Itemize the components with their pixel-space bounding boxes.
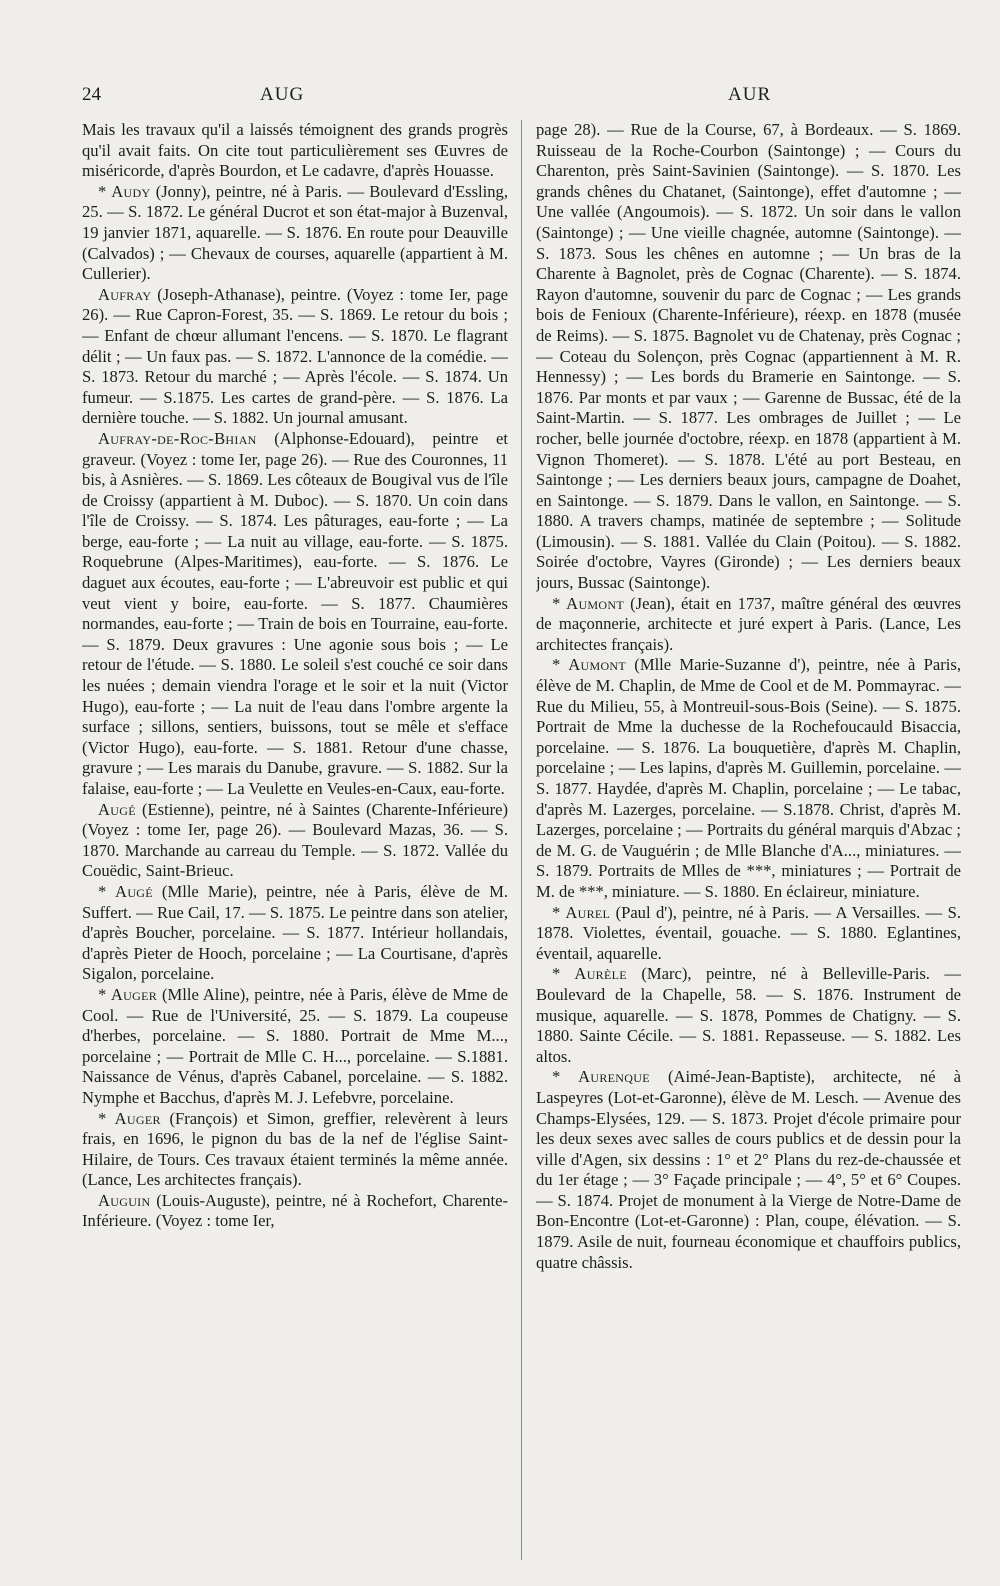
page-number: 24 [82,84,101,105]
dictionary-entry [82,985,508,1109]
running-head-left: AUG [260,84,305,105]
entry-name: * Auger [98,984,158,1004]
entry-name: Aufray [98,284,152,304]
entry-text: (Paul d'), peintre, né à Paris. — A Versailles. — S. 1878. Violettes, éventail, gouache. — S. 1880. Eglantines, éventail, aquarelle. [536,902,961,963]
entry-name: * Aumont [552,593,624,613]
dictionary-entry [82,285,508,429]
entry-name: * Auger [98,1108,161,1128]
dictionary-entry [82,182,508,285]
entry-name: * Augé [98,881,153,901]
dictionary-entry [536,903,961,965]
right-column [536,120,961,1560]
column-divider [521,120,522,1560]
entry-text: (Mlle Aline), peintre, née à Paris, élève de Mme de Cool. — Rue de l'Université, 25. — S. 1879. La coupeuse d'herbes, porcelaine. — S. 1880. Portrait de Mme M..., porcelaine ; — Portrait de Mlle C. H..., porcelaine. — S.1881. Naissance de Vénus, d'après Cabanel, porcelaine. — S. 1882. Nymphe et Bacchus, d'après M. J. Lefebvre, porcelaine. [82,984,508,1107]
entry-text: (Jonny), peintre, né à Paris. — Boulevard d'Essling, 25. — S. 1872. Le général Ducrot et son état-major à Buzenval, 19 janvier 1871, aquarelle. — S. 1876. En route pour Deauville (Calvados) ; — Chevaux de courses, aquarelle (appartient à M. Cullerier). [82,181,508,284]
entry-text: Mais les travaux qu'il a laissés témoignent des grands progrès qu'il avait faits. On cite tout particulièrement ses Œuvres de miséricorde, d'après Bourdon, et Le cadavre, d'après Houasse. [82,120,508,181]
dictionary-entry [82,882,508,985]
running-head-right: AUR [728,84,772,105]
entry-name: * Aurèle [552,964,627,984]
dictionary-entry [82,800,508,882]
dictionary-entry [82,1191,508,1232]
entry-name: * Aurel [552,902,611,922]
entry-text: (François) et Simon, greffier, relevèrent à leurs frais, en 1696, le pignon du bas de la nef de l'église Saint-Hilaire, de Tours. Ces travaux étaient terminés la même année. (Lance, Les architectes français). [82,1108,508,1190]
entry-text: (Louis-Auguste), peintre, né à Rochefort, Charente-Inférieure. (Voyez : tome Ier, [82,1190,508,1231]
entry-text: (Alphonse-Edouard), peintre et graveur. (Voyez : tome Ier, page 26). — Rue des Couronnes, 11 bis, à Asnières. — S. 1869. Les côteaux de Bougival vus de l'île de Croissy (appartient à M. Duboc). — S. 1870. Un coin dans l'île de Croissy. — S. 1874. Les pâturages, eau-forte ; — La berge, eau-forte ; — La nuit au village, eau-forte. — S. 1875. Roquebrune (Alpes-Maritimes), eau-forte. — S. 1876. Le daguet aux écoutes, eau-forte ; — L'abreuvoir est public et qui veut vient y boire, eau-forte. — S. 1877. Chaumières normandes, eau-forte ; — Train de bois en Tourraine, eau-forte. — S. 1879. Deux gravures : Une agonie sous bois ; — Le retour de l'étude. — S. 1880. Le soleil s'est couché ce soir dans les nuées ; demain viendra l'orage et le soir et la nuit (Victor Hugo), eau-forte ; — La nuit de l'eau dans l'ombre argente la surface ; sillons, sentiers, buissons, tout se mêle et s'efface (Victor Hugo), eau-forte. — S. 1881. Retour d'une chasse, gravure ; — Les marais du Danube, gravure. — S. 1882. Sur la falaise, eau-forte ; — La Veulette en Veules-en-Caux, eau-forte. [82,428,508,798]
dictionary-entry [536,964,961,1067]
dictionary-entry [82,120,508,182]
entry-name: Augé [98,799,136,819]
dictionary-entry [536,594,961,656]
dictionary-entry [82,1109,508,1191]
entry-text: (Mlle Marie), peintre, née à Paris, élève de M. Suffert. — Rue Cail, 17. — S. 1875. Le peintre dans son atelier, d'après Boucher, porcelaine. — S. 1877. Intérieur hollandais, d'après Pieter de Hooch, porcelaine ; — La Courtisane, d'après Sigalon, porcelaine. [82,881,508,984]
dictionary-entry [82,429,508,800]
dictionary-entry [536,1067,961,1273]
entry-text: (Marc), peintre, né à Belleville-Paris. — Boulevard de la Chapelle, 58. — S. 1876. Instrument de musique, aquarelle. — S. 1878, Pommes de Chatigny. — S. 1880. Sainte Cécile. — S. 1881. Repasseuse. — S. 1882. Les altos. [536,964,961,1066]
entry-text: (Estienne), peintre, né à Saintes (Charente-Inférieure) (Voyez : tome Ier, page 26). — Boulevard Mazas, 36. — S. 1870. Marchande au carreau du Temple. — S. 1872. Vallée du Couëdic, Saint-Brieuc. [82,799,508,881]
entry-name: Aufray-de-Roc-Bhian [98,428,257,448]
dictionary-entry [536,120,961,594]
entry-text: (Aimé-Jean-Baptiste), architecte, né à Laspeyres (Lot-et-Garonne), élève de M. Lesch. — Avenue des Champs-Elysées, 129. — S. 1873. Projet d'école primaire pour les deux sexes avec salles de cours publics et de dessin pour la ville d'Agen, six dessins : 1° et 2° Plans du rez-de-chaussée et du 1er étage ; — 3° Façade principale ; — 4°, 5° et 6° Coupes. — S. 1874. Projet de monument à la Vierge de Notre-Dame de Bon-Encontre (Lot-et-Garonne) : Plan, coupe, élévation. — S. 1879. Asile de nuit, fourneau économique et chauffoirs publics, quatre châssis. [536,1067,961,1272]
entry-text: (Jean), était en 1737, maître général des œuvres de maçonnerie, architecte et juré expert à Paris. (Lance, Les architectes français). [536,593,961,654]
entry-text: (Mlle Marie-Suzanne d'), peintre, née à Paris, élève de M. Chaplin, de Mme de Cool et de M. Pommayrac. — Rue du Milieu, 55, à Montreuil-sous-Bois (Seine). — S. 1875. Portrait de Mme la duchesse de la Rochefoucauld Bisaccia, porcelaine. — S. 1876. La bouquetière, d'après M. Chaplin, porcelaine ; — Les lapins, d'après M. Guillemin, porcelaine. — S. 1877. Haydée, d'après M. Chaplin, porcelaine ; — Le tabac, d'après M. Lazerges, porcelaine. — S.1878. Christ, d'après M. Lazerges, porcelaine ; — Portraits du général marquis d'Abzac ; de M. G. de Vauguérin ; de Mlle Blanche d'A..., miniatures. — S. 1879. Portraits de Mlles de ***, miniatures ; — Portrait de M. de ***, miniature. — S. 1880. En éclaireur, miniature. [536,655,961,901]
left-column [82,120,508,1560]
entry-name: * Audy [98,181,151,201]
entry-text: (Joseph-Athanase), peintre. (Voyez : tome Ier, page 26). — Rue Capron-Forest, 35. — S. 1869. Le retour du bois ; — Enfant de chœur allumant l'encens. — S. 1870. Le flagrant délit ; — Un faux pas. — S. 1872. L'annonce de la comédie. — S. 1873. Retour du marché ; — Après l'école. — S. 1874. Un fumeur. — S.1875. Les cartes de grand-père. — S. 1876. La dernière touche. — S. 1882. Un journal amusant. [82,284,508,428]
dictionary-entry [536,655,961,902]
entry-name: * Aumont [552,655,627,675]
entry-name: * Aurenque [552,1067,650,1087]
entry-name: Auguin [98,1190,151,1210]
entry-text: page 28). — Rue de la Course, 67, à Bordeaux. — S. 1869. Ruisseau de la Roche-Courbon (Saintonge) ; — Cours du Charenton, près Saint-Savinien (Saintonge). — S. 1870. Les grands chênes du Chatanet, (Saintonge), effet d'automne ; — Une vallée (Angoumois). — S. 1872. Un soir dans le vallon (Saintonge) ; — Une vieille chagnée, automne (Saintonge). — S. 1873. Sous les chênes en automne ; — Un bras de la Charente à Bagnolet, près de Cognac (Charente). — S. 1874. Rayon d'automne, souvenir du parc de Cognac ; — Les grands bois de Fenioux (Charente-Inférieure), réexp. en 1878 (musée de Reims). — S. 1875. Bagnolet vu de Chatenay, près Cognac ; — Coteau du Solençon, près Cognac (appartiennent à M. R. Hennessy) ; — Les bords du Bramerie en Saintonge. — S. 1876. Par monts et par vaux ; — Garenne de Bussac, été de la Saint-Martin. — S. 1877. Les ombrages de Juillet ; — Le rocher, belle journée d'octobre, réexp. en 1878 (appartient à M. Vignon Thomeret). — S. 1878. L'été au port Besteau, en Saintonge ; — Les derniers beaux jours, campagne de Doahet, en Saintonge. — S. 1879. Dans le vallon, en Saintonge. — S. 1880. A travers champs, matinée de septembre ; — Solitude (Limousin). — S. 1881. Vallée du Clain (Poitou). — S. 1882. Soirée d'octobre, Vayres (Gironde) ; — Les derniers beaux jours, Bussac (Saintonge). [536,120,961,593]
